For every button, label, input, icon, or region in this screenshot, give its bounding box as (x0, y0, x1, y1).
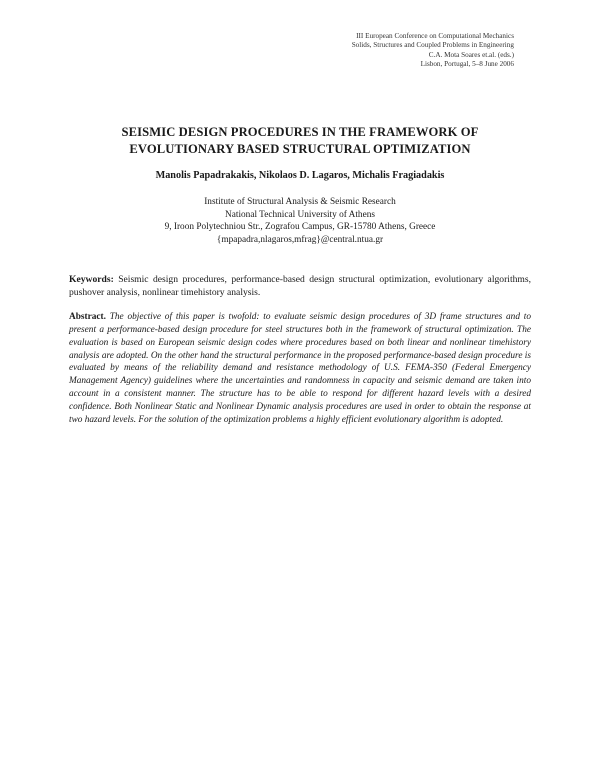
abstract-label: Abstract. (69, 312, 106, 322)
affiliation-emails: {mpapadra,nlagaros,mfrag}@central.ntua.gr (216, 234, 384, 245)
author-affiliation (70, 196, 530, 246)
conference-header (274, 32, 514, 70)
abstract-text: The objective of this paper is twofold: to evaluate seismic design procedures of 3D frame structures and to present a performance-based design procedure for steel structures both in the framework of structural optimization. The evaluation is based on European seismic design codes where procedures based on both linear and nonlinear timehistory analysis are adopted. On the other hand the structural performance in the proposed performance-based design procedure is evaluated by means of the reliability demand and resistance methodology of U.S. FEMA-350 (Federal Emergency Management Agency) guidelines where the uncertainties and randomness in capacity and seismic demand are taken into account in a consistent manner. The structure has to be able to respond for different hazard levels with a desired confidence. Both Nonlinear Static and Nonlinear Dynamic analysis procedures are used in order to obtain the response at two hazard levels. For the solution of the optimization problems a highly efficient evolutionary algorithm is adopted. (69, 312, 531, 425)
paper-title (70, 124, 530, 158)
paper-title-line-1: SEISMIC DESIGN PROCEDURES IN THE FRAMEWORK OF (121, 125, 479, 139)
conference-editors: C.A. Mota Soares et.al. (eds.) (428, 50, 514, 59)
keywords-text: Seismic design procedures, performance-based design structural optimization, evolutionary algorithms, pushover analysis, nonlinear timehistory analysis. (69, 274, 531, 298)
abstract-paragraph (69, 311, 531, 427)
affiliation-university: National Technical University of Athens (225, 209, 375, 220)
keywords-label: Keywords: (69, 274, 114, 285)
affiliation-address: 9, Iroon Polytechniou Str., Zografou Campus, GR-15780 Athens, Greece (164, 222, 436, 233)
conference-subtitle: Solids, Structures and Coupled Problems in Engineering (351, 41, 514, 50)
conference-name: III European Conference on Computational Mechanics (356, 32, 514, 40)
keywords-paragraph (69, 273, 531, 299)
affiliation-institute: Institute of Structural Analysis & Seismic Research (204, 197, 396, 207)
paper-title-line-2: EVOLUTIONARY BASED STRUCTURAL OPTIMIZATION (129, 142, 471, 156)
paper-authors: Manolis Papadrakakis, Nikolaos D. Lagaros, Michalis Fragiadakis (155, 170, 445, 181)
conference-location-date: Lisbon, Portugal, 5–8 June 2006 (420, 60, 514, 69)
